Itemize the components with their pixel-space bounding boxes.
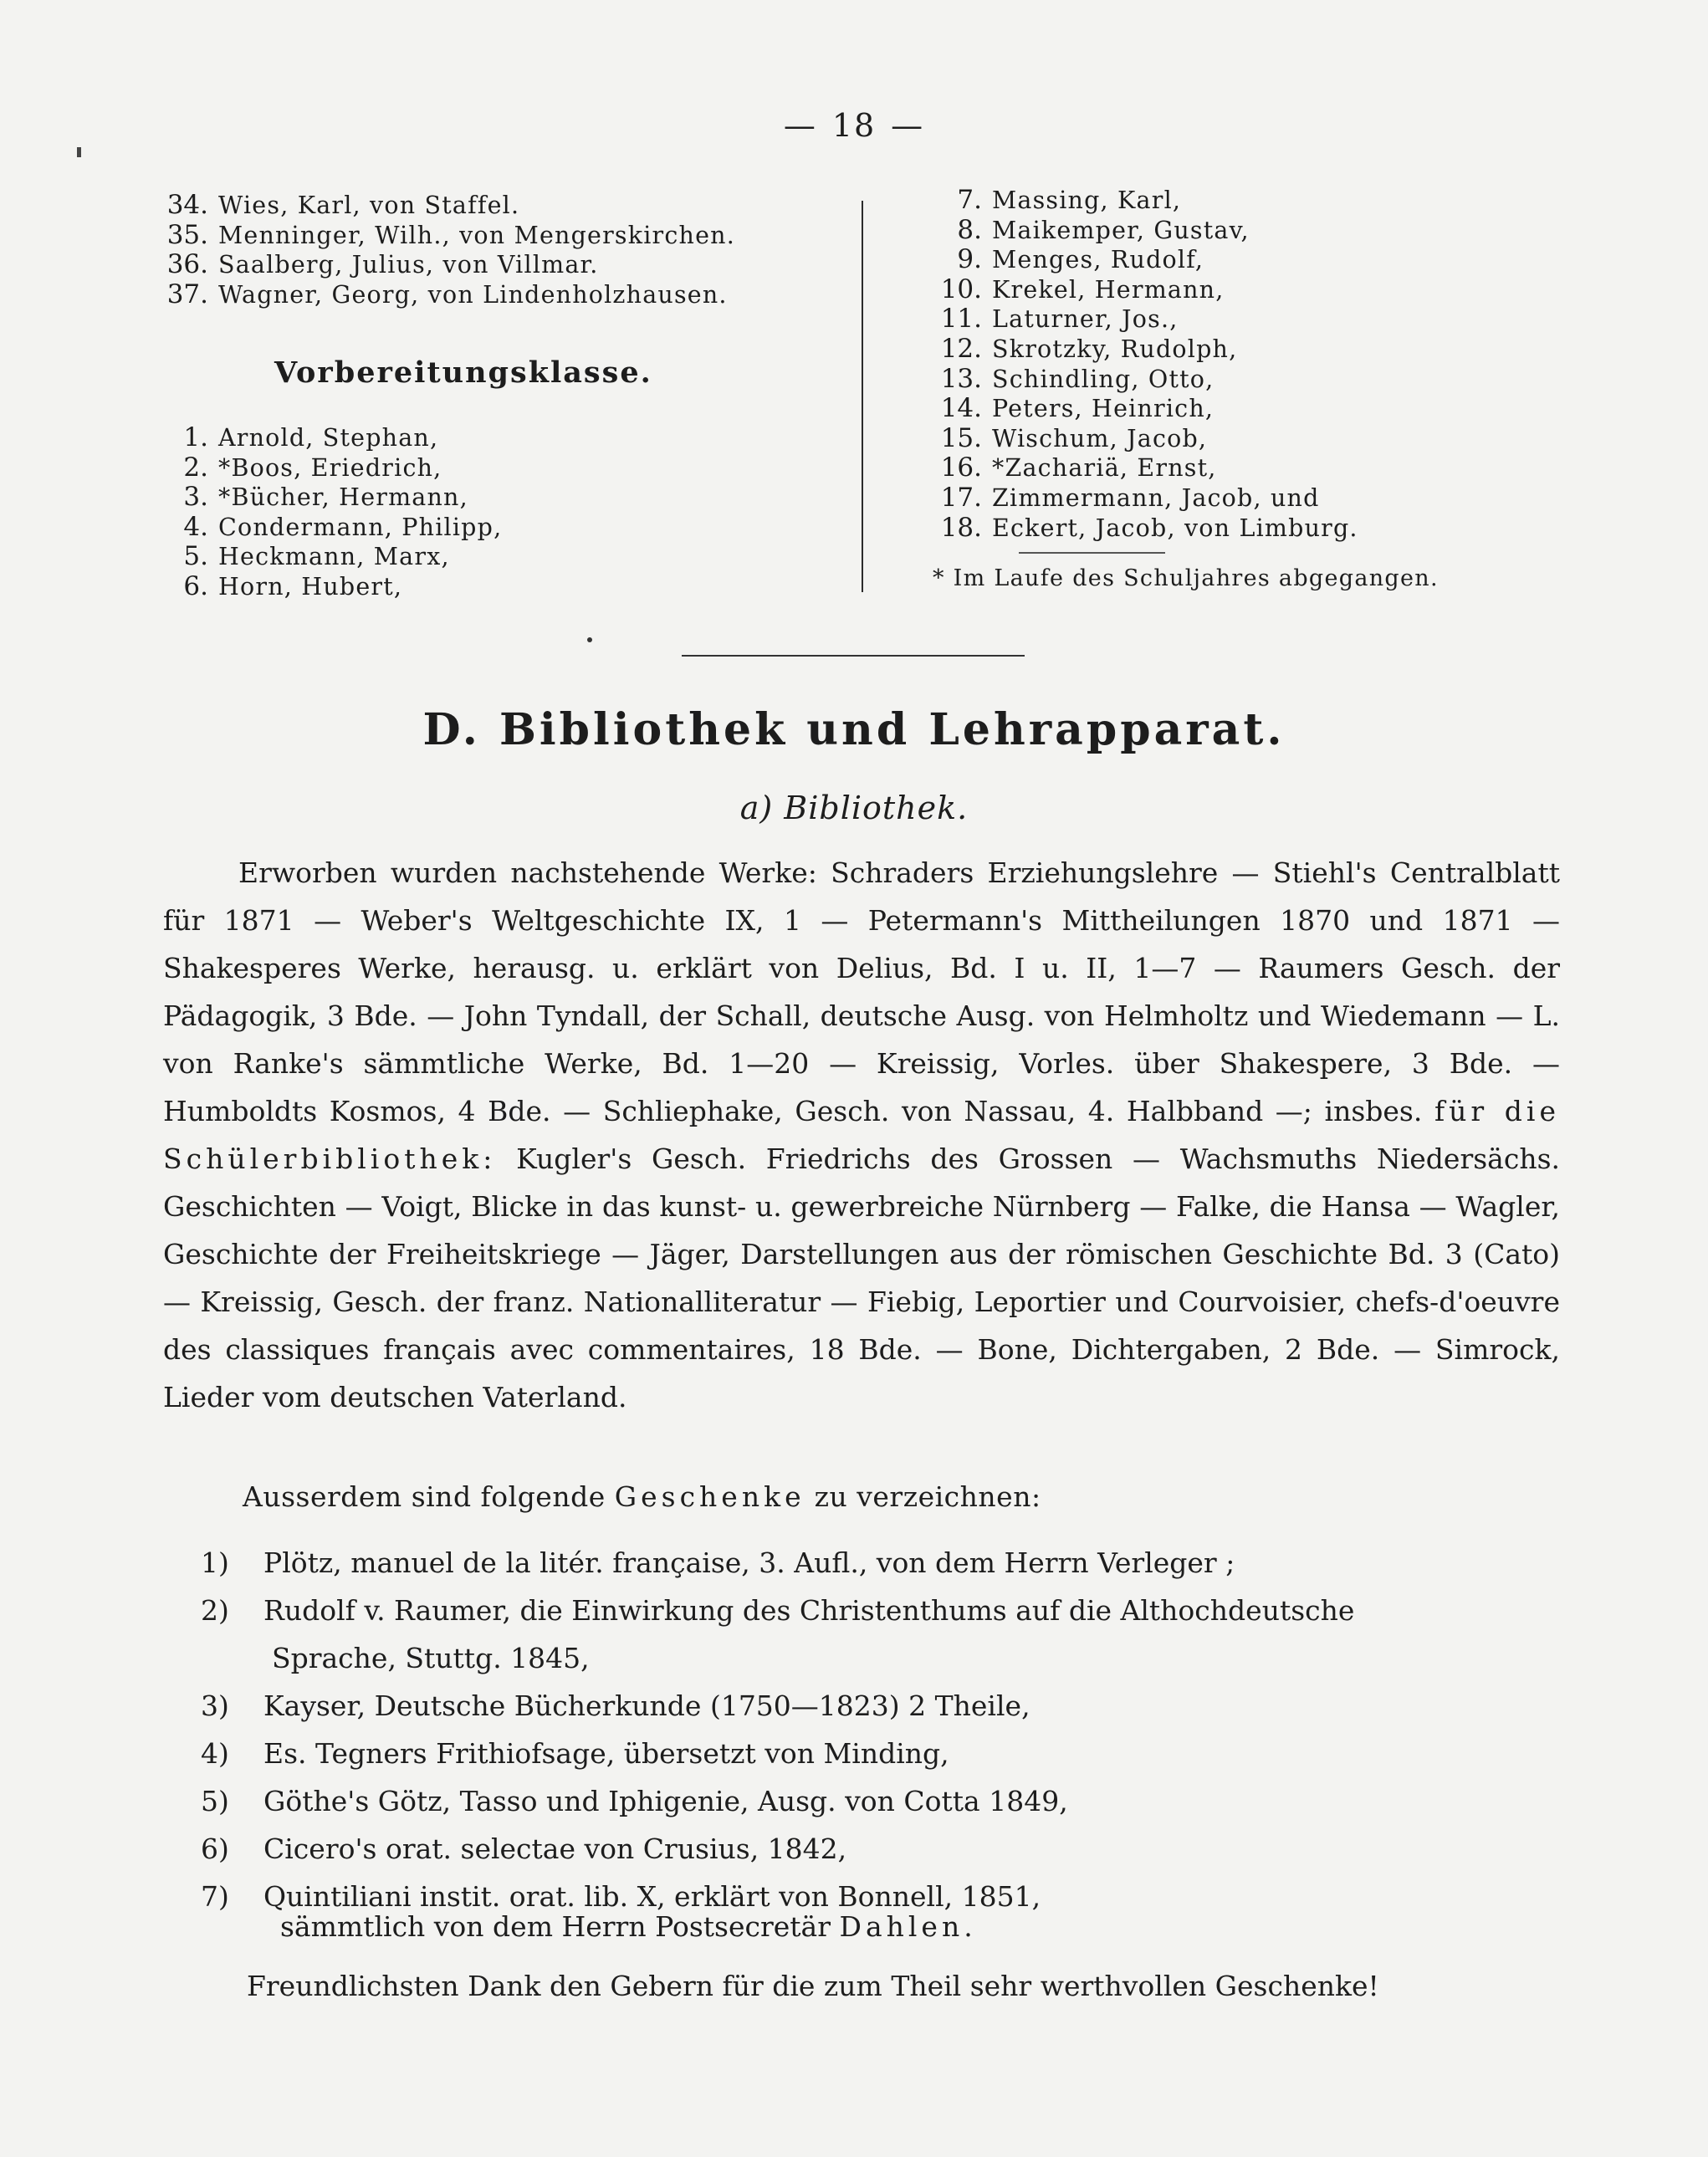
page-number: — 18 — <box>783 107 925 144</box>
right-column <box>928 186 1564 543</box>
paragraph-text: Erworben wurden nachstehende Werke: Schraders Erziehungslehre — Stiehl's Centralblatt für 1871 — Weber's Weltgeschichte IX, 1 — Petermann's Mittheilungen 1870 und 1871 — Shakesperes Werke, herausg. u. erklärt von Delius, Bd. I u. II, 1—7 — Raumers Gesch. der Pädagogik, 3 Bde. — John Tyndall, der Schall, deutsche Ausg. von Helmholtz und Wiedemann — L. von Ranke's sämmtliche Werke, Bd. 1—20 — Kreissig, Vorles. über Shakespere, 3 Bde. — Humboldts Kosmos, 4 Bde. — Schliephake, Gesch. von Nassau, 4. Halbband —; insbes. <box>163 856 1560 1127</box>
list-item: 37. Wagner, Georg, von Lindenholzhausen. <box>166 279 728 309</box>
subsection-title: a) Bibliothek. <box>739 790 969 826</box>
gift-item: 2) Rudolf v. Raumer, die Einwirkung des Christenthums auf die Althochdeutsche Sprache, Stuttg. 1845, <box>201 1594 1355 1674</box>
section-title: D. Bibliothek und Lehrapparat. <box>422 704 1286 755</box>
list-item: 5. Heckmann, Marx, <box>183 541 450 572</box>
gift-item: 7) Quintiliani instit. orat. lib. X, erklärt von Bonnell, 1851, <box>201 1880 1041 1913</box>
list-item: 18. Eckert, Jacob, von Limburg. <box>940 512 1358 543</box>
gift-list <box>201 1539 1572 1920</box>
list-item: 2. *Boos, Eriedrich, <box>183 452 442 483</box>
list-item: 16. *Zachariä, Ernst, <box>940 452 1217 483</box>
class-heading: Vorbereitungsklasse. <box>274 355 652 390</box>
list-item: 13. Schindling, Otto, <box>940 363 1215 394</box>
list-item: 10. Krekel, Hermann, <box>940 273 1225 304</box>
student-list-b <box>155 423 502 602</box>
list-item: 11. Laturner, Jos., <box>940 304 1179 335</box>
list-item: 3. *Bücher, Hermann, <box>183 482 468 513</box>
footnote-rule <box>1019 552 1165 554</box>
list-item: 35. Menninger, Wilh., von Mengerskirchen. <box>166 219 735 250</box>
list-item: 4. Condermann, Philipp, <box>183 511 503 542</box>
list-item: 36. Saalberg, Julius, von Villmar. <box>166 249 599 280</box>
list-item: 8. Maikemper, Gustav, <box>957 214 1250 245</box>
list-item: 7. Massing, Karl, <box>957 185 1182 215</box>
margin-mark <box>77 147 81 157</box>
list-item: 6. Horn, Hubert, <box>183 570 403 601</box>
paragraph-text-rest: Kugler's Gesch. Friedrichs des Grossen — Wachsmuths Niedersächs. Geschichten — Voigt, Blicke in das kunst- u. gewerbreiche Nürnberg — Falke, die Hansa — Wagler, Geschichte der Freiheitskriege — Jäger, Darstellungen aus der römischen Geschichte Bd. 3 (Cato) — Kreissig, Gesch. der franz. Nationalliteratur — Fiebig, Leportier und Courvoisier, chefs-d'oeuvre des classiques français avec commentaires, 18 Bde. — Bone, Dichtergaben, 2 Bde. — Simrock, Lieder vom deutschen Vaterland. <box>163 1142 1560 1413</box>
footnote: * Im Laufe des Schuljahres abgegangen. <box>933 565 1439 591</box>
list-item: 12. Skrotzky, Rudolph, <box>940 333 1238 364</box>
gift-donor: sämmtlich von dem Herrn Postsecretär Dahlen. <box>280 1910 977 1943</box>
gift-item: 3) Kayser, Deutsche Bücherkunde (1750—1823) 2 Theile, <box>201 1689 1030 1722</box>
closing-thanks: Freundlichsten Dank den Gebern für die zum Theil sehr werthvollen Geschenke! <box>247 1970 1379 2002</box>
gift-item: 5) Göthe's Götz, Tasso und Iphigenie, Ausg. von Cotta 1849, <box>201 1785 1068 1817</box>
list-item: 1. Arnold, Stephan, <box>183 422 439 452</box>
gift-item: 1) Plötz, manuel de la litér. française, 3. Aufl., von dem Herrn Verleger ; <box>201 1546 1235 1579</box>
student-list-c <box>928 186 1564 543</box>
list-item: 9. Menges, Rudolf, <box>957 244 1204 275</box>
acquisitions-paragraph <box>163 849 1560 1421</box>
paragraph-spaced-text: für die Schülerbibliothek: <box>163 1095 1561 1175</box>
list-item: 15. Wischum, Jacob, <box>940 422 1208 453</box>
list-item: 14. Peters, Heinrich, <box>940 393 1215 424</box>
student-list-a <box>155 191 841 309</box>
gift-item: 6) Cicero's orat. selectae von Crusius, 1842, <box>201 1832 847 1865</box>
list-item: 17. Zimmermann, Jacob, und <box>940 482 1320 513</box>
list-item: 34. Wies, Karl, von Staffel. <box>166 190 520 220</box>
gift-item: 4) Es. Tegners Frithiofsage, übersetzt von Minding, <box>201 1737 949 1770</box>
gifts-intro: Ausserdem sind folgende Geschenke zu verzeichnen: <box>243 1480 1041 1513</box>
column-divider <box>862 201 863 592</box>
ink-dot <box>587 637 592 642</box>
section-divider <box>682 655 1025 657</box>
